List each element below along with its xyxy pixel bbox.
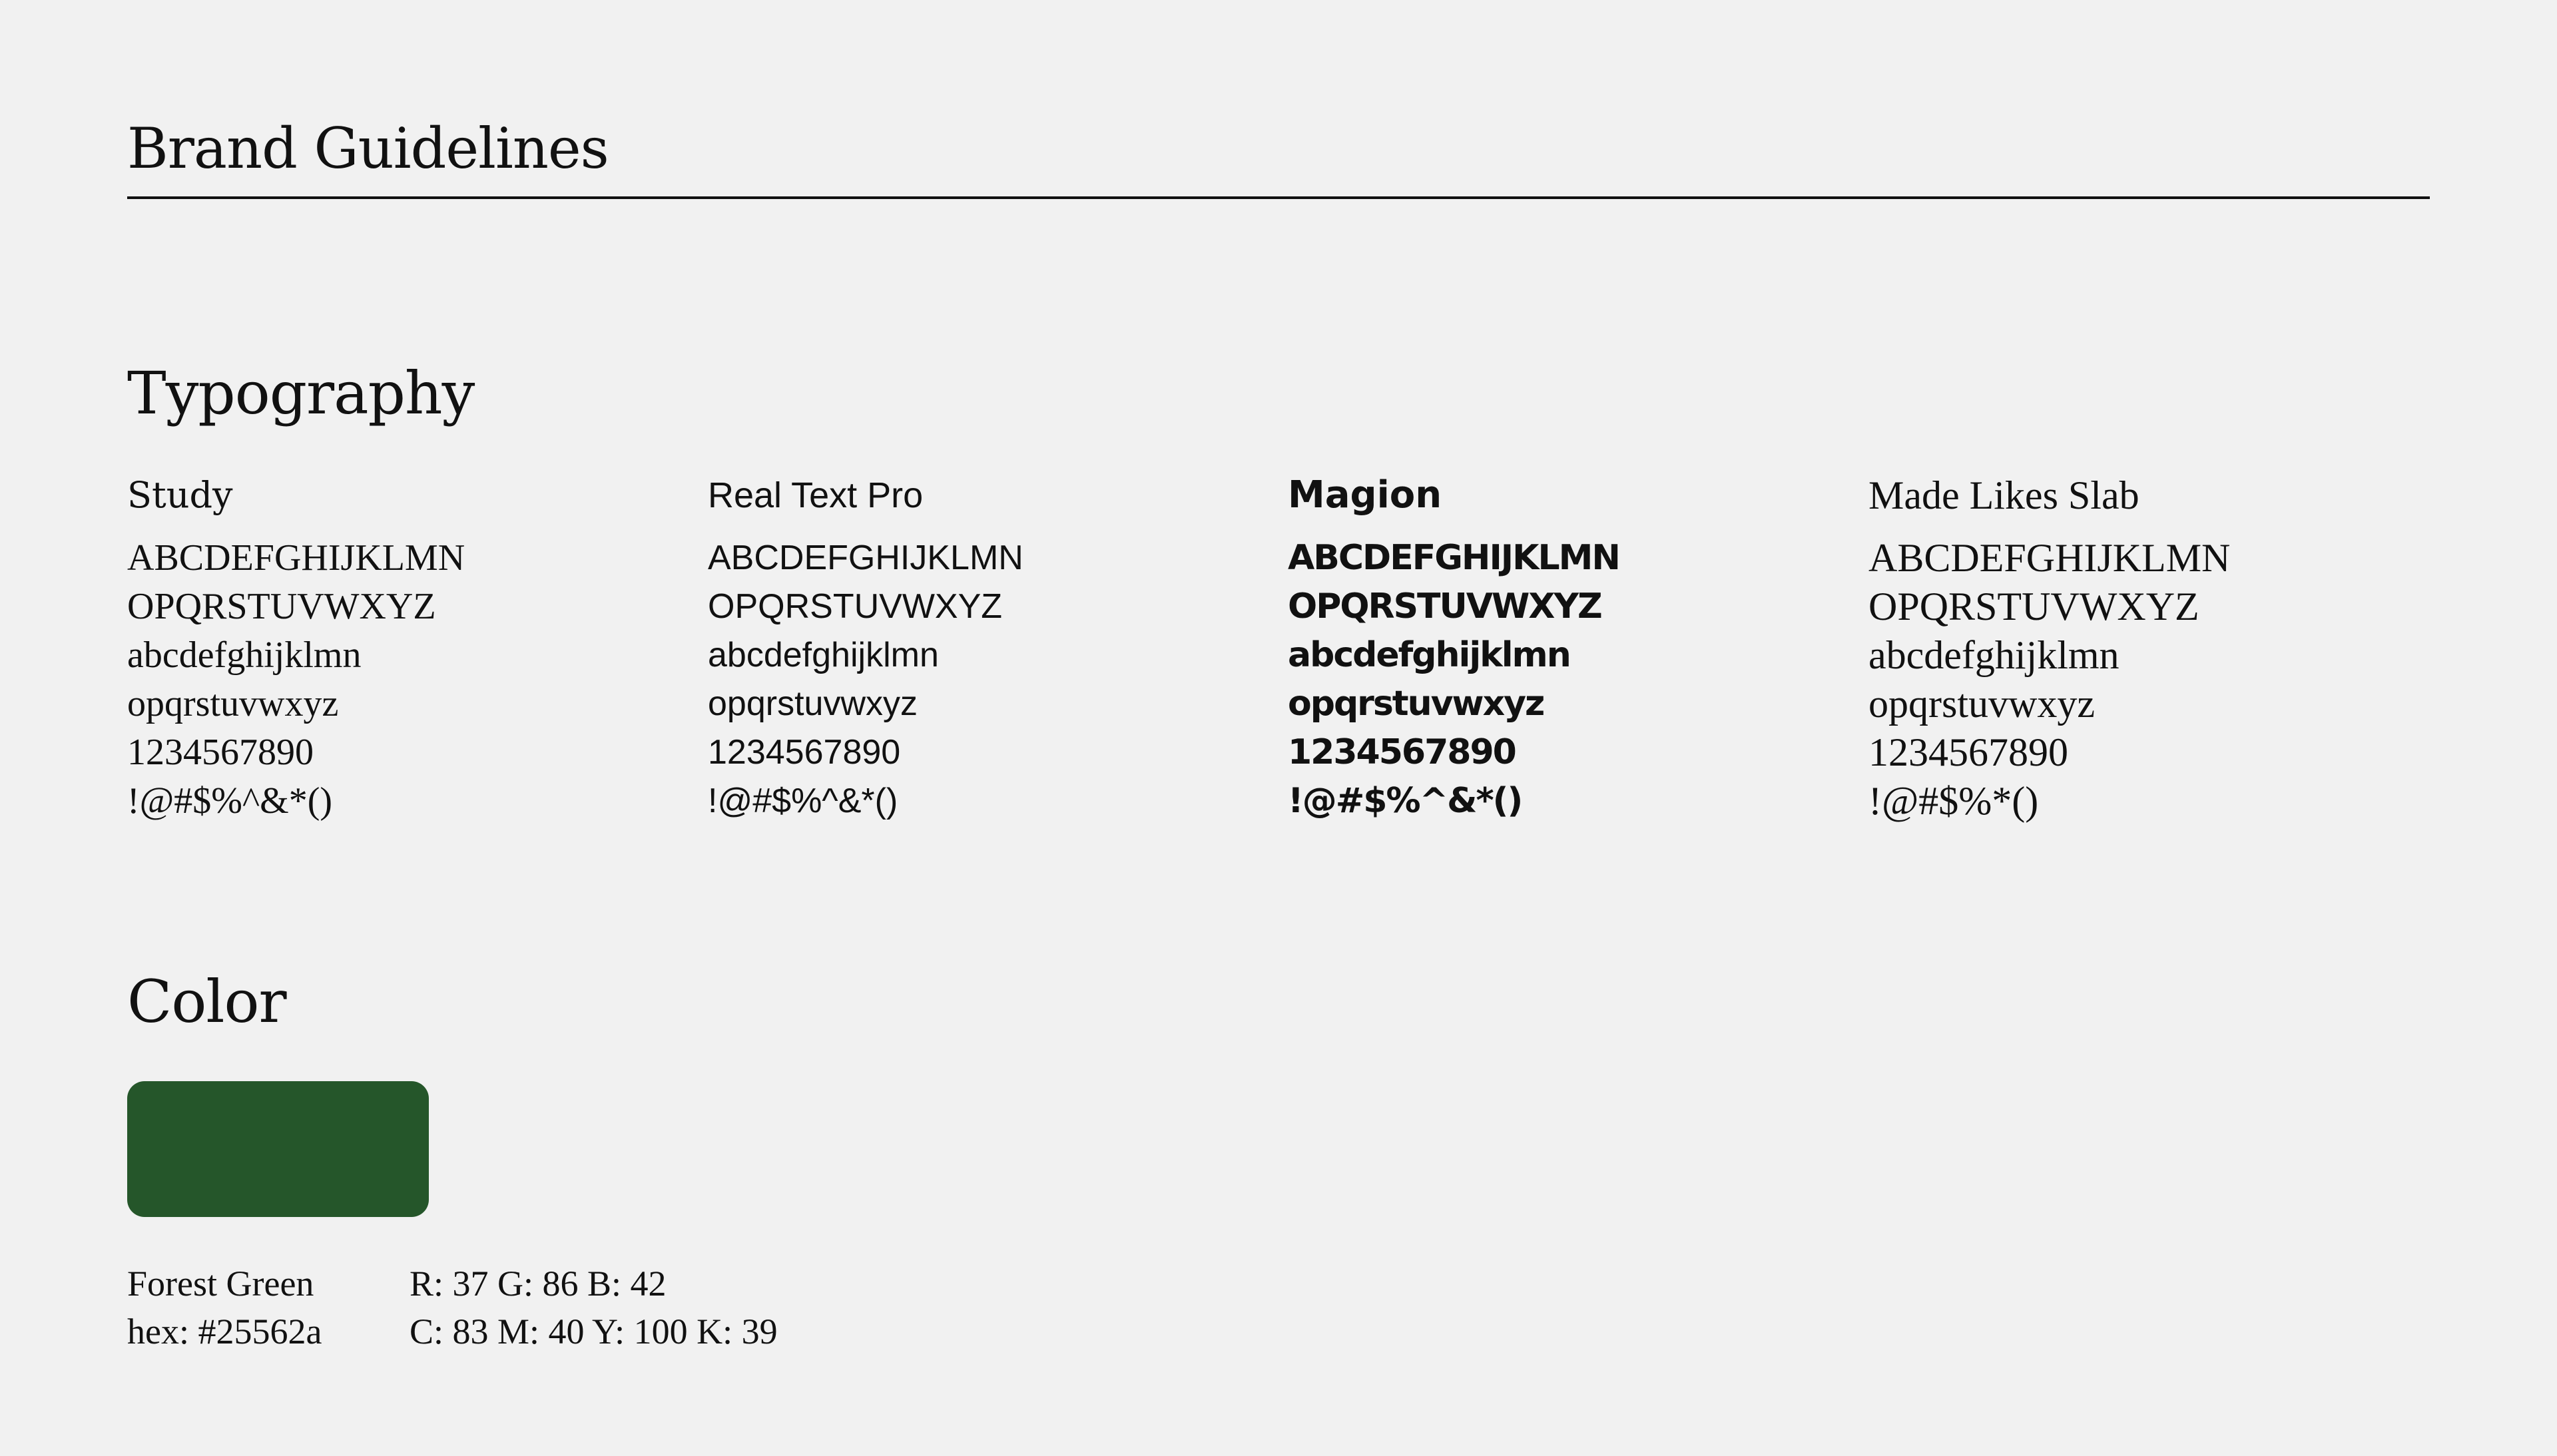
color-heading: Color [127, 967, 286, 1036]
typography-heading: Typography [127, 359, 475, 427]
specimen-lowercase-o-z: opqrstuvwxyz [708, 684, 918, 723]
font-specimen-magion [1288, 466, 1834, 826]
font-name: Magion [1288, 473, 1442, 517]
color-values-block [410, 1260, 778, 1355]
specimen-uppercase-o-z: OPQRSTUVWXYZ [127, 586, 436, 627]
color-rgb: R: 37 G: 86 B: 42 [410, 1264, 667, 1304]
specimen-uppercase-a-n: ABCDEFGHIJKLMN [1288, 538, 1619, 578]
specimen-lowercase-o-z: opqrstuvwxyz [127, 683, 339, 724]
specimen-numerals: 1234567890 [708, 733, 901, 772]
specimen-lowercase-o-z: opqrstuvwxyz [1868, 682, 2095, 726]
specimen-numerals: 1234567890 [1288, 732, 1516, 772]
specimen-symbols: !@#$%^&*() [127, 780, 332, 822]
specimen-uppercase-o-z: OPQRSTUVWXYZ [1288, 587, 1601, 626]
specimen-numerals: 1234567890 [127, 732, 314, 773]
color-swatch-forest-green [127, 1081, 429, 1217]
page-title: Brand Guidelines [127, 116, 609, 181]
specimen-lowercase-o-z: opqrstuvwxyz [1288, 684, 1544, 724]
specimen-lowercase-a-n: abcdefghijklmn [1868, 633, 2120, 677]
font-name: Real Text Pro [708, 475, 924, 515]
specimen-symbols: !@#$%^&*() [1288, 781, 1522, 821]
color-cmyk: C: 83 M: 40 Y: 100 K: 39 [410, 1312, 778, 1351]
specimen-uppercase-a-n: ABCDEFGHIJKLMN [1868, 536, 2231, 580]
color-name: Forest Green [127, 1264, 314, 1304]
specimen-uppercase-a-n: ABCDEFGHIJKLMN [127, 537, 465, 579]
font-name: Study [127, 474, 233, 516]
specimen-symbols: !@#$%*() [1868, 779, 2039, 823]
specimen-symbols: !@#$%^&*() [708, 782, 898, 820]
specimen-lowercase-a-n: abcdefghijklmn [708, 636, 939, 674]
specimen-lowercase-a-n: abcdefghijklmn [1288, 635, 1570, 675]
specimen-uppercase-o-z: OPQRSTUVWXYZ [1868, 585, 2199, 628]
brand-guidelines-page [127, 0, 2430, 1456]
title-divider [127, 196, 2430, 199]
font-name: Made Likes Slab [1868, 473, 2139, 517]
color-hex: hex: #25562a [127, 1312, 322, 1351]
specimen-uppercase-a-n: ABCDEFGHIJKLMN [708, 539, 1023, 577]
font-specimen-study [127, 466, 673, 826]
specimen-lowercase-a-n: abcdefghijklmn [127, 634, 362, 676]
font-specimen-real-text-pro [708, 466, 1254, 826]
font-specimen-made-likes-slab [1868, 466, 2415, 826]
specimen-uppercase-o-z: OPQRSTUVWXYZ [708, 587, 1003, 626]
specimen-numerals: 1234567890 [1868, 730, 2068, 774]
color-name-block [127, 1260, 322, 1355]
